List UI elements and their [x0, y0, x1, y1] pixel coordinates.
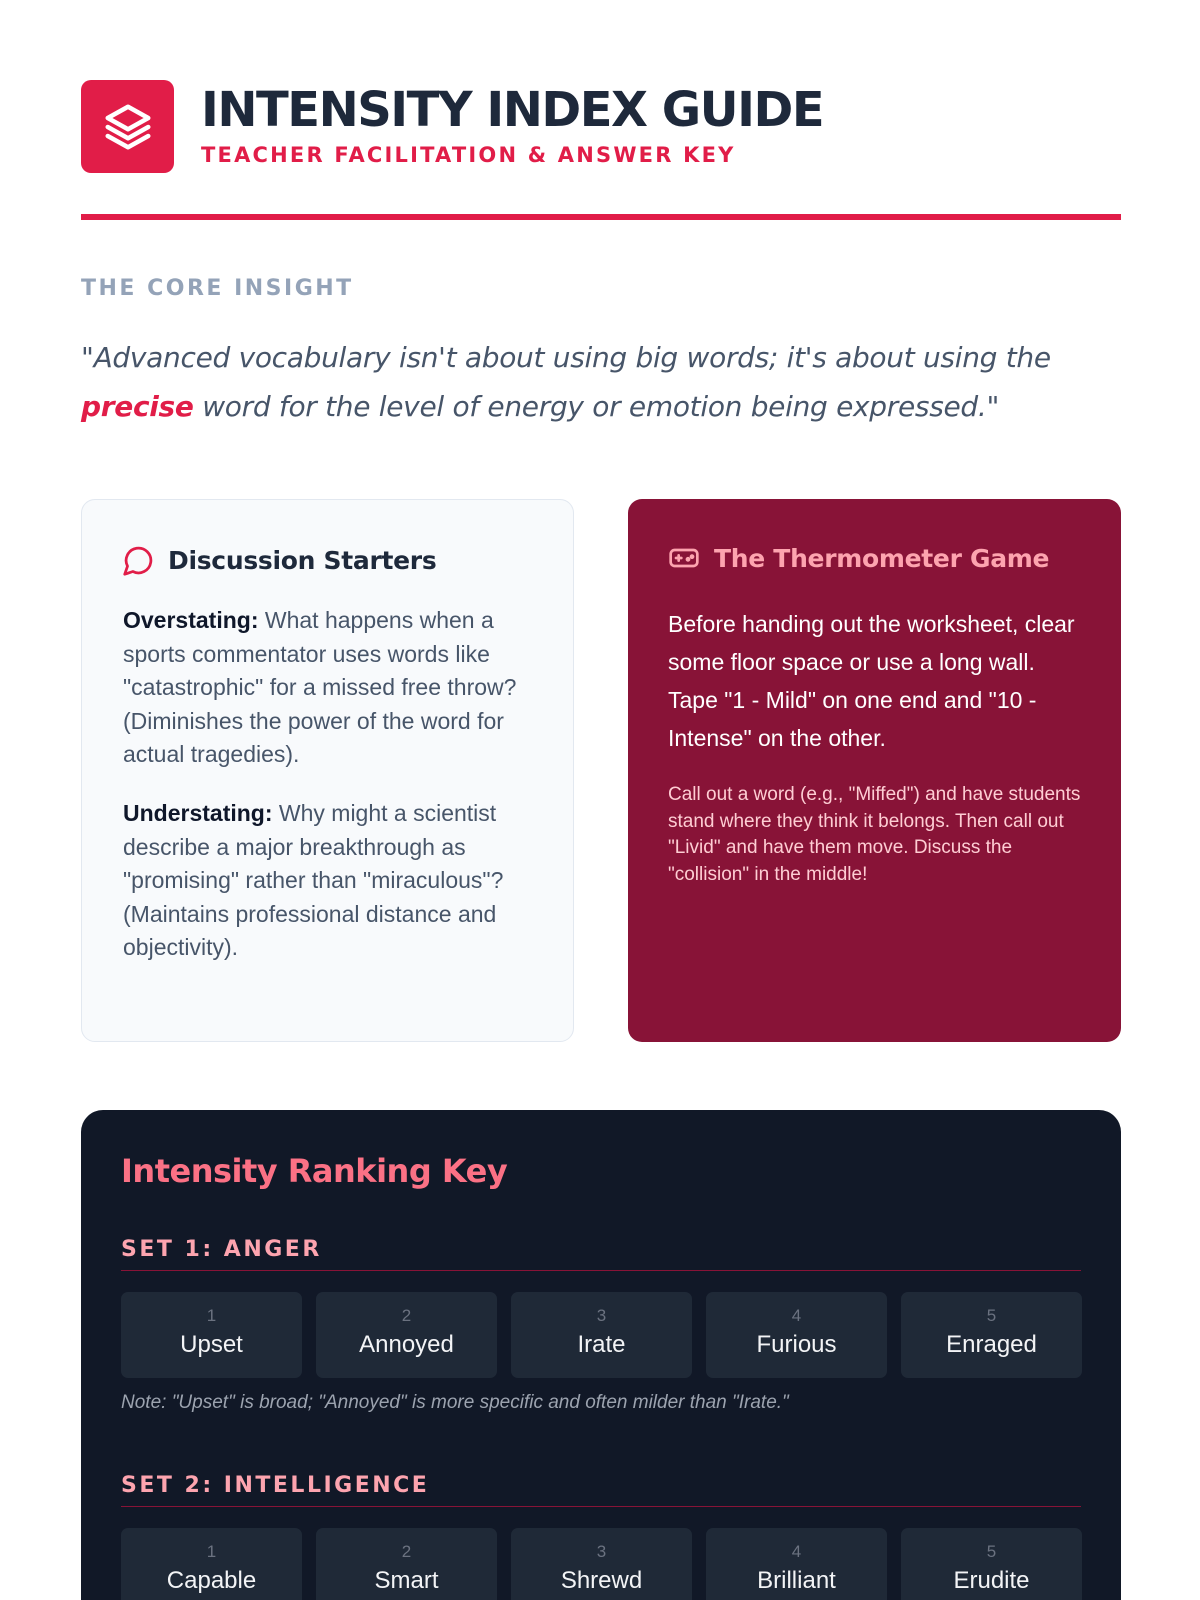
word-chip [511, 1528, 692, 1600]
word-chip [121, 1528, 302, 1600]
layers-icon [101, 100, 155, 154]
word-row-intelligence [121, 1528, 1082, 1600]
word-chip [706, 1528, 887, 1600]
word-row-anger [121, 1292, 1082, 1378]
message-circle-icon [122, 544, 155, 577]
gamepad-icon [668, 542, 700, 574]
thermometer-game-card [628, 499, 1121, 1042]
quote-text-end: word for the level of energy or emotion being expressed." [193, 390, 1000, 423]
word-chip [316, 1528, 497, 1600]
chip-word: Erudite [953, 1567, 1030, 1594]
word-chip [706, 1292, 887, 1378]
chip-word: Irate [577, 1331, 626, 1358]
chip-rank: 4 [791, 1542, 802, 1561]
word-chip [901, 1292, 1082, 1378]
chip-rank: 4 [791, 1306, 802, 1325]
set-divider [121, 1270, 1081, 1271]
chip-word: Shrewd [560, 1567, 643, 1594]
game-card-title: The Thermometer Game [714, 543, 1050, 573]
discussion-text: Why might a scientist describe a major breakthrough as "promising" rather than "miraculous"? (Maintains professional distance and objectivity). [123, 800, 504, 960]
chip-word: Annoyed [359, 1331, 454, 1358]
discussion-starters-card [81, 499, 574, 1042]
set-label-anger: SET 1: ANGER [121, 1237, 322, 1262]
discussion-card-header [122, 544, 436, 577]
quote-text-start: "Advanced vocabulary isn't about using big words; it's about using the [81, 341, 1051, 374]
chip-word: Smart [374, 1567, 439, 1594]
word-chip [901, 1528, 1082, 1600]
chip-rank: 5 [986, 1542, 997, 1561]
page-subtitle: TEACHER FACILITATION & ANSWER KEY [201, 143, 736, 167]
chip-word: Furious [756, 1331, 837, 1358]
section-label-core-insight: THE CORE INSIGHT [81, 276, 354, 301]
chip-rank: 5 [986, 1306, 997, 1325]
chip-rank: 1 [206, 1306, 217, 1325]
game-card-header [668, 542, 1049, 574]
discussion-card-title: Discussion Starters [168, 546, 437, 575]
word-chip [121, 1292, 302, 1378]
page-header [81, 80, 1121, 220]
page-title: INTENSITY INDEX GUIDE [201, 82, 824, 138]
chip-rank: 3 [596, 1542, 607, 1561]
chip-rank: 2 [401, 1542, 412, 1561]
game-details: Call out a word (e.g., "Miffed") and have students stand where they think it belongs. Then call out "Livid" and have them move. Discuss the "collision" in the middle! [668, 784, 1081, 885]
set-label-intelligence: SET 2: INTELLIGENCE [121, 1473, 430, 1498]
logo [81, 80, 174, 173]
header-divider [81, 214, 1121, 220]
chip-word: Capable [166, 1567, 257, 1594]
discussion-item [123, 797, 543, 965]
chip-word: Upset [180, 1331, 243, 1358]
word-chip [316, 1292, 497, 1378]
discussion-item [123, 604, 543, 772]
ranking-panel-title: Intensity Ranking Key [121, 1152, 508, 1190]
game-instructions: Before handing out the worksheet, clear some floor space or use a long wall. Tape "1 - Mild" on one end and "10 - Intense" on the other. [668, 611, 1075, 751]
quote-highlight: precise [81, 390, 194, 423]
chip-rank: 2 [401, 1306, 412, 1325]
set-note: Note: "Upset" is broad; "Annoyed" is more specific and often milder than "Irate." [121, 1392, 789, 1413]
word-chip [511, 1292, 692, 1378]
chip-word: Brilliant [757, 1567, 836, 1594]
core-insight-quote [81, 333, 1131, 431]
chip-word: Enraged [946, 1331, 1037, 1358]
discussion-term: Overstating: [123, 607, 259, 633]
discussion-text: What happens when a sports commentator uses words like "catastrophic" for a missed free throw? (Diminishes the power of the word for actual tragedies). [123, 607, 517, 767]
chip-rank: 3 [596, 1306, 607, 1325]
intensity-ranking-panel [81, 1110, 1121, 1600]
discussion-term: Understating: [123, 800, 273, 826]
chip-rank: 1 [206, 1542, 217, 1561]
set-divider [121, 1506, 1081, 1507]
